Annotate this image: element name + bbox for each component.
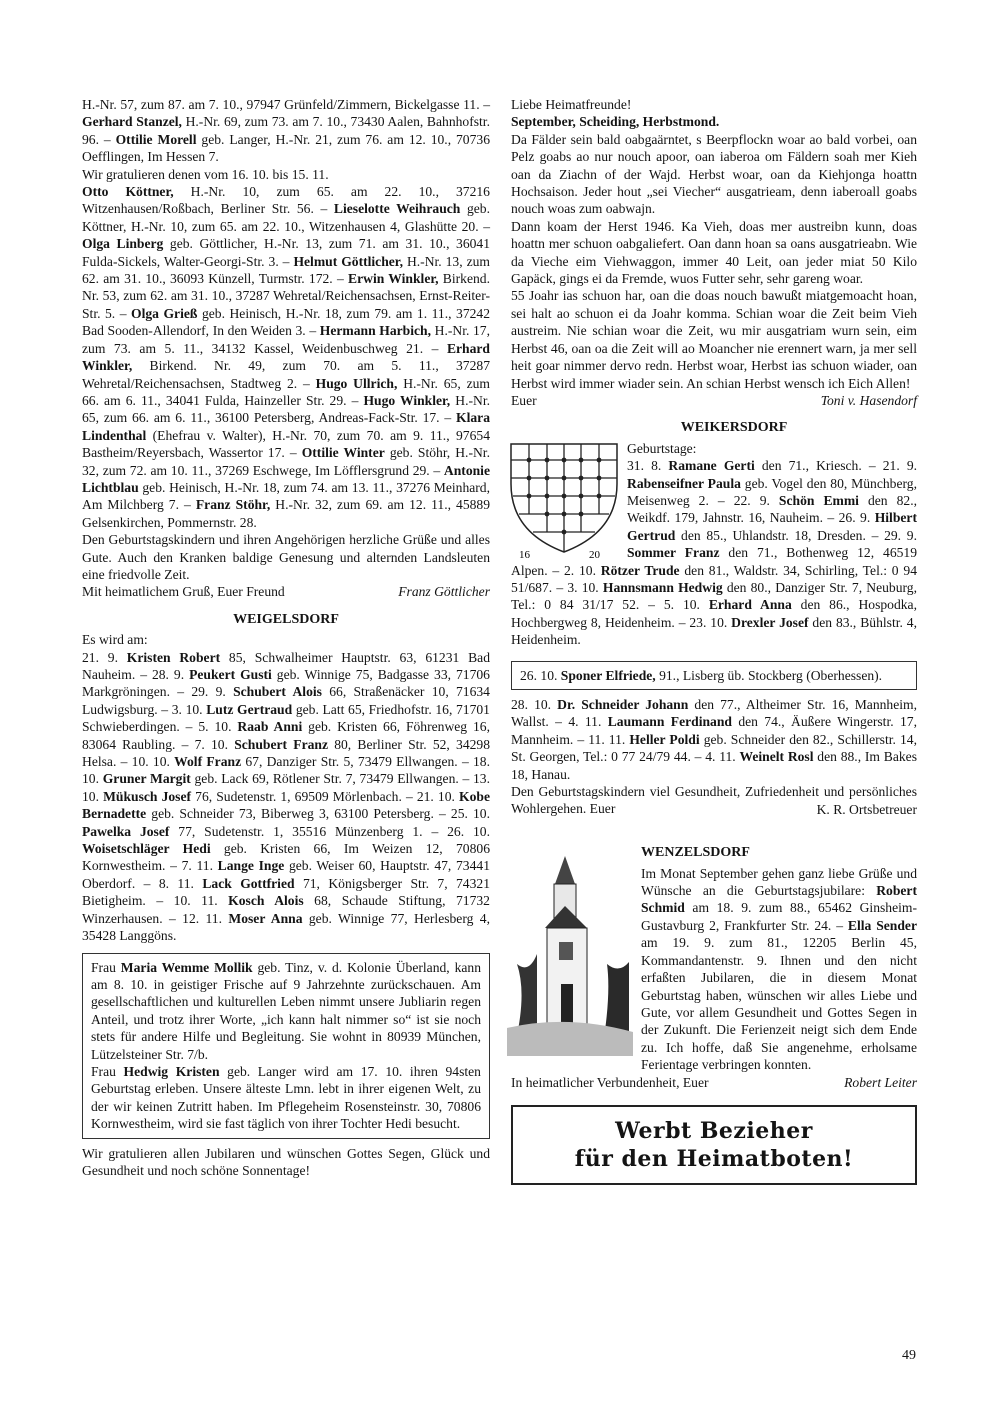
name-highlight: Lange Inge xyxy=(217,858,285,874)
wenzelsdorf-text: Im Monat September gehen ganz liebe Grüße und Wünsche an die Geburtstagsjubilare: Robert Schmid am 18. 9. zum 88., 65462 Ginsheim-Gustavburg 2, Frankfurter Str. 24. – Ella Sender am 19. 9. zum 81., 12205 Berlin 45, Kommandantenstr. 9. Ihnen und den nicht erfaßten Jubilaren, die in diesem Monat Geburtstag haben, wünschen wir alles Liebe und Gute, vor allem Gesundheit und Gottes Segen in der Zukunft. Die Ferienzeit neigt sich dem Ende zu. Ich hoffe, daß Sie angenehme, erholsame Ferientage verbringen konnten. xyxy=(641,865,917,1073)
name-highlight: Gruner Margit xyxy=(102,771,191,787)
name-highlight: Ottilie Winter xyxy=(301,445,385,461)
name-highlight: Ella Sender xyxy=(847,917,917,933)
birthday-list: Otto Köttner, H.-Nr. 10, zum 65. am 22. 10., 37216 Witzenhausen/Roßbach, Berliner Str. 56. – Lieselotte Weihrauch geb. Köttner, H.-Nr. 10, zum 65. am 22. 10., Witzenhausen 4, Glashütte 20. – Olga Linberg geb. Göttlicher, H.-Nr. 13, zum 71. am 31. 10., 36041 Fulda-Sickels, Walter-Georgi-Str. 3. – Helmut Göttlicher, H.-Nr. 13, zum 62. am 31. 10., 36093 Künzell, Turmstr. 172. – Erwin Winkler, Birkend. Nr. 53, zum 62. am 31. 10., 37287 Wehretal/Reichensachsen, Ernst-Reiter-Str. 5. – Olga Grieß geb. Heinisch, H.-Nr. 18, zum 79. am 1. 11., 37242 Bad Sooden-Allendorf, In den Weiden 3. – Hermann Harbich, H.-Nr. 17, zum 73. am 5. 11., 34132 Kassel, Weidenbuschweg 21. – Erhard Winkler, Birkend. Nr. 49, zum 70. am 5. 11., 37287 Wehretal/Reichensachsen, Stadtweg 2. – Hugo Ullrich, H.-Nr. 65, zum 66. am 6. 11., 34041 Fulda, Hainzeller Str. 29. – Hugo Winkler, H.-Nr. 65, zum 66. am 6. 11., 36100 Petersberg, Andreas-Fack-Str. 17. – Klara Lindenthal (Ehefrau v. Walter), H.-Nr. 70, zum 70. am 9. 11., 97654 Bastheim/Reyersbach, Wassertor 17. – Ottilie Winter geb. Stöhr, H.-Nr. 32, zum 72. am 10. 11., 37269 Eschwege, Im Löfflersgrund 29. – Antonie Lichtblau geb. Heinisch, H.-Nr. 18, zum 74. am 13. 11., 37276 Meinhard, Am Milchberg 7. – Franz Stöhr, H.-Nr. 32, zum 69. am 12. 11., 45889 Gelsenkirchen, Pommernstr. 28. xyxy=(82,184,491,530)
name-highlight: Erhard Anna xyxy=(708,597,792,613)
box-paragraph-2: Frau Hedwig Kristen geb. Langer wird am 17. 10. ihren 94sten Geburtstag erleben. Unsere älteste Lmn. lebt in ihrer eigenen Welt, zu der wir keinen Zutritt haben. Im Pflegeheim Rosensteinstr. 30, 70806 Kornwestheim, wird sie fast täglich von ihrer Tochter Hedi besucht. xyxy=(91,1063,481,1132)
name-highlight: Moser Anna xyxy=(228,910,303,926)
closing-text: Mit heimatlichem Gruß, Euer Freund xyxy=(82,584,285,600)
name-highlight: Erhard Winkler, xyxy=(82,340,490,374)
wishes-text: Den Geburtstagskindern viel Gesundheit, Zufriedenheit und persönliches Wohlergehen. Euer xyxy=(511,784,917,817)
church-photo-icon xyxy=(507,844,633,1056)
name-highlight: Raab Anni xyxy=(237,719,303,735)
weikersdorf-list: 31. 8. Ramane Gerti den 71., Kriesch. – 21. 9. Rabenseifner Paula geb. Vogel den 80, Münchberg, Meisenweg 2. – 22. 9. Schön Emmi den 82., Weikdf. 179, Jahnstr. 16, Nauheim. – 26. 9. Hilbert Gertrud den 85., Uhlandstr. 18, Dresden. – 29. 9. Sommer Franz den 71., Bothenweg 12, 46519 Alpen. – 2. 10. Rötzer Trude den 81., Waldstr. 34, Schirling, Tel.: 0 94 51/687. – 3. 10. Hannsmann Hedwig den 80., Danziger Str. 7, Neuburg, Tel.: 0 84 31/17 52. – 5. 10. Erhard Anna den 86., Hospodka, Hochbergweg 8, Heidenheim. – 23. 10. Drexler Josef den 83., Bühlstr. 4, Heidenheim. xyxy=(511,458,918,648)
name-highlight: Otto Köttner, xyxy=(82,184,174,200)
section-heading-weikersdorf: WEIKERSDORF xyxy=(680,420,788,436)
ad-line-1: Werbt Bezieher xyxy=(615,1117,813,1144)
wenzelsdorf-section xyxy=(511,844,917,1091)
weigelsdorf-outro: Wir gratulieren allen Jubilaren und wünschen Gottes Segen, Glück und Gesundheit und noch schöne Sonnentage! xyxy=(82,1145,490,1178)
section-heading-weigelsdorf: WEIGELSDORF xyxy=(233,611,339,627)
advertisement-box xyxy=(511,1105,917,1185)
name-highlight: Maria Wemme Mollik xyxy=(120,959,253,975)
box-paragraph-1: Frau Maria Wemme Mollik geb. Tinz, v. d. Kolonie Überland, kann am 8. 10. in geistiger Frische auf 9 Jahrzehnte zurückschauen. Am gesellschaftlichen und kulturellen Leben nimmt unsere Jubliarin regen Anteil, und trotz ihrer Worte, „ich kann halt nimmer so“ ist sie noch stets für andere Hilfe und Begleitung. Sie wohnt in 80939 München, Lützelsteiner Str. 7/b. xyxy=(91,959,481,1062)
name-highlight: Woisetschläger Hedi xyxy=(82,841,211,857)
congrats-line: Wir gratulieren denen vom 16. 10. bis 15. 11. xyxy=(82,166,329,182)
signature-line xyxy=(511,1074,917,1091)
greeting: Liebe Heimatfreunde! xyxy=(511,97,632,112)
name-highlight: Weinelt Rosl xyxy=(739,749,814,765)
name-highlight: Sponer Elfriede, xyxy=(560,667,656,683)
name-highlight: Drexler Josef xyxy=(731,614,809,630)
name-highlight: Erwin Winkler, xyxy=(348,271,439,287)
ad-line-2: für den Heimatboten! xyxy=(574,1145,854,1172)
name-highlight: Hannsmann Hedwig xyxy=(602,579,723,595)
signature-line xyxy=(511,392,917,409)
signature: Franz Göttlicher xyxy=(398,584,490,600)
signature: K. R. Ortsbetreuer xyxy=(816,801,917,817)
name-highlight: Dr. Schneider Johann xyxy=(557,697,689,712)
name-highlight: Rabenseifner Paula xyxy=(627,475,741,491)
name-highlight: Lack Gottfried xyxy=(202,875,295,891)
name-highlight: Olga Linberg xyxy=(82,236,164,252)
name-highlight: Helmut Göttlicher, xyxy=(293,253,403,269)
name-highlight: Peukert Gusti xyxy=(189,667,272,682)
name-highlight: Sommer Franz xyxy=(627,545,720,561)
weigelsdorf-intro: Es wird am: xyxy=(82,632,148,648)
weikersdorf-body xyxy=(511,440,917,649)
name-highlight: Schön Emmi xyxy=(778,492,859,508)
name-highlight: Laumann Ferdinand xyxy=(607,714,732,730)
name-highlight: Schubert Franz xyxy=(234,736,328,752)
name-highlight: Hermann Harbich, xyxy=(319,323,431,339)
name-highlight: Kobe Bernadette xyxy=(82,788,490,822)
closing-text: In heimatlicher Verbundenheit, Euer xyxy=(511,1074,709,1090)
crest-label-right: 20 xyxy=(589,548,600,560)
dialect-paragraph-3: 55 Joahr ias schuon har, oan die doas nouch bawußt miatgemoacht hoan, sei halt ao schuon ei da Joahr komma. Schian woar die Zeit beim Vieh austreim. Nie schian woar die Zeit, wu mir ausgatriam wurn sein, eim Herbst 46, oan oa die Zeit will ao Moancher nie erennert warn, ja mer sell heit goar nimmer dervo redn. Herbst woar, Herbst ias schuon wiader, oan Herbst wird immer wiader sein. An schian Herbst wensch ich Eich Allen! xyxy=(511,288,917,391)
coat-of-arms-icon xyxy=(505,440,623,560)
intro-paragraph: H.-Nr. 57, zum 87. am 7. 10., 97947 Grünfeld/Zimmern, Bickelgasse 11. – Gerhard Stanzel, H.-Nr. 69, zum 73. am 7. 10., 73430 Aalen, Bahnhofstr. 96. – Ottilie Morell geb. Langer, H.-Nr. 21, zum 76. am 12. 10., 70736 Oefflingen, Im Hessen 7. xyxy=(82,97,490,165)
section-heading-wenzelsdorf: WENZELSDORF xyxy=(641,845,750,861)
weikersdorf-intro: Geburtstage: xyxy=(627,440,697,456)
name-highlight: Mükusch Josef xyxy=(103,788,192,804)
signature-line xyxy=(82,583,490,600)
closing-text: Euer xyxy=(511,392,537,408)
name-highlight: Hedwig Kristen xyxy=(123,1063,220,1079)
subheading: September, Scheiding, Herbstmond. xyxy=(511,114,720,130)
jubilee-box xyxy=(82,953,490,1139)
name-highlight: Hugo Winkler, xyxy=(363,392,451,408)
name-highlight: Olga Grieß xyxy=(131,305,198,321)
name-highlight: Rötzer Trude xyxy=(600,562,680,578)
name-highlight: Ottilie Morell xyxy=(115,131,197,147)
wishes-paragraph: Den Geburtstagskindern und ihren Angehörigen herzliche Grüße und alles Gute. Auch den Kranken baldige Genesung und alternden Landsleuten eine friedvolle Zeit. xyxy=(82,532,490,582)
name-highlight: Lutz Gertraud xyxy=(206,701,293,717)
right-column xyxy=(511,96,917,1185)
name-highlight: Antonie Lichtblau xyxy=(82,462,490,495)
name-highlight: Klara Lindenthal xyxy=(82,410,490,443)
name-highlight: Schubert Alois xyxy=(233,684,322,700)
name-highlight: Gerhard Stanzel, xyxy=(82,114,182,130)
name-highlight: Ramane Gerti xyxy=(668,458,755,474)
highlight-text: 26. 10. Sponer Elfriede, 91., Lisberg üb. Stockberg (Oberhessen). xyxy=(520,667,883,683)
crest-label-left: 16 xyxy=(519,548,530,560)
name-highlight: Lieselotte Weihrauch xyxy=(333,201,461,217)
signature: Toni v. Hasendorf xyxy=(820,392,917,408)
highlight-box xyxy=(511,661,917,690)
left-column xyxy=(82,96,490,1179)
dialect-paragraph-1: Da Fälder sein bald oabgaärntet, s Beerpflockn woar ao bald vorbei, oan Pelz goabs ao nur nouch apoor, oan iaberoa om Fäldern soah mer Kieh oan da Ziachn of der Wajd. Herbst woar, oan da Kiehjonga hoattn Hochsaison. Jeder hout „sei Viecher“ ausgatrieam, denn iaberoall goabs nouch woas zum oabwajn. xyxy=(511,131,917,217)
name-highlight: Robert Schmid xyxy=(641,883,917,916)
signature: Robert Leiter xyxy=(844,1074,917,1090)
name-highlight: Wolf Franz xyxy=(174,754,242,770)
dialect-paragraph-2: Dann koam der Herst 1946. Ka Vieh, doas mer austreibn kunn, doas hoattn mer schuon oabgaliefert. Oan dann hoan sa oans ausgatrieabn. Wie da Vieche eim Viehwaggon, immer 40 Leit, oan jeder miat 50 Kilo Gapäck, gings ei da Fremde, wuos Futter sehr, sehr gareng woar. xyxy=(511,218,917,287)
name-highlight: Hilbert Gertrud xyxy=(627,510,917,543)
name-highlight: Franz Stöhr, xyxy=(195,497,271,513)
name-highlight: Kosch Alois xyxy=(228,893,304,909)
weikersdorf-list-2: 28. 10. Dr. Schneider Johann den 77., Altheimer Str. 16, Mannheim, Wallst. – 4. 11. Laumann Ferdinand den 74., Äußere Wingerstr. 17, Mannheim. – 11. 11. Heller Poldi geb. Schneider den 82., Schillerstr. 14, St. Georgen, Tel.: 0 77 24/79 44. – 4. 11. Weinelt Rosl den 88., Im Bakes 18, Hanau. xyxy=(511,697,917,782)
name-highlight: Hugo Ullrich, xyxy=(315,375,398,391)
name-highlight: Heller Poldi xyxy=(629,731,700,747)
name-highlight: Kristen Robert xyxy=(126,649,221,665)
weigelsdorf-list: 21. 9. Kristen Robert 85, Schwalheimer Hauptstr. 63, 61231 Bad Nauheim. – 28. 9. Peukert Gusti geb. Winnige 75, Badgasse 33, 71706 Markgröningen. – 29. 9. Schubert Alois 66, Straßenäcker 10, 71634 Ludwigsburg. – 3. 10. Lutz Gertraud geb. Latt 65, Friedhofstr. 16, 71701 Schwieberdingen. – 5. 10. Raab Anni geb. Kristen 66, Föhrenweg 16, 83064 Raubling. – 7. 10. Schubert Franz 80, Berliner Str. 52, 34298 Helsa. – 10. 10. Wolf Franz 67, Danziger Str. 5, 73479 Ellwangen. – 18. 10. Gruner Margit geb. Lack 69, Rötlener Str. 7, 73479 Ellwangen. – 13. 10. Mükusch Josef 76, Sudetenstr. 1, 69509 Mörlenbach. – 21. 10. Kobe Bernadette geb. Schneider 73, Biberweg 3, 63100 Petersberg. – 25. 10. Pawelka Josef 77, Sudetenstr. 1, 35516 Münzenberg 1. – 26. 10. Woisetschläger Hedi geb. Kristen 66, Im Weizen 12, 70806 Kornwestheim. – 7. 11. Lange Inge geb. Weiser 60, Hauptstr. 47, 73441 Oberdorf. – 8. 11. Lack Gottfried 71, Königsberger Str. 7, 74321 Bietigheim. – 10. 11. Kosch Alois 68, Schaude Stiftung, 71732 Winzerhausen. – 12. 11. Moser Anna geb. Winnige 77, Herlesberg 4, 35428 Langgöns. xyxy=(82,649,491,944)
name-highlight: Pawelka Josef xyxy=(82,823,170,839)
page-number: 49 xyxy=(902,1348,916,1363)
